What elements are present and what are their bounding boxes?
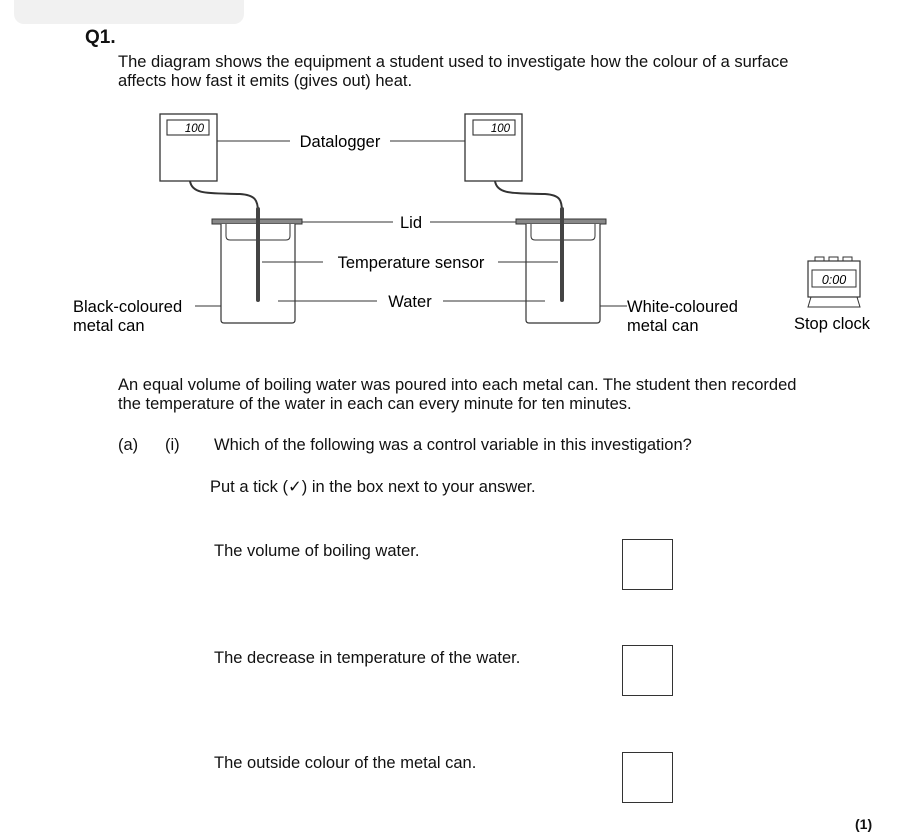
stop-clock-button-2: [829, 257, 838, 261]
right-datalogger: [465, 114, 522, 181]
method-text: An equal volume of boiling water was poured into each metal can. The student then recorded the temperature of the water in each can every minute for ten minutes.: [118, 376, 797, 413]
black-metal-can: [212, 209, 302, 323]
left-datalogger: [160, 114, 217, 181]
stop-clock-stand: [808, 297, 860, 307]
left-display-value: 100: [184, 123, 204, 135]
white-can-label-line2: metal can: [627, 317, 699, 335]
question-text: Which of the following was a control variable in this investigation?: [214, 436, 692, 454]
black-can-label-line2: metal can: [73, 317, 145, 335]
equipment-diagram: [0, 0, 898, 370]
right-cable: [495, 181, 562, 212]
left-cable: [190, 181, 258, 212]
stop-clock: [808, 257, 860, 307]
part-label: (a): [118, 436, 139, 454]
intro-text: The diagram shows the equipment a student used to investigate how the colour of a surface affects how fast it emits (gives out) heat.: [118, 53, 789, 90]
subpart-label: (i): [165, 436, 180, 454]
white-can-label-line1: White-coloured: [627, 298, 738, 316]
black-can-label-line1: Black-coloured: [73, 298, 183, 316]
stop-clock-button-3: [843, 257, 852, 261]
option-text: The outside colour of the metal can.: [214, 754, 477, 772]
stop-clock-button-1: [815, 257, 824, 261]
option-1-tick-box[interactable]: [622, 539, 673, 590]
option-text: The volume of boiling water.: [214, 542, 420, 560]
water-label: Water: [388, 293, 432, 311]
lid-label: Lid: [399, 214, 423, 232]
option-text: The decrease in temperature of the water.: [214, 649, 521, 667]
temperature-sensor-label: Temperature sensor: [337, 254, 485, 272]
option-3-tick-box[interactable]: [622, 752, 673, 803]
question-number: Q1.: [85, 27, 116, 48]
marks-label: (1): [855, 816, 873, 832]
option-2-tick-box[interactable]: [622, 645, 673, 696]
right-display-value: 100: [490, 123, 510, 135]
stop-clock-label: Stop clock: [793, 315, 871, 333]
stop-clock-reading: 0:00: [821, 273, 847, 287]
white-metal-can: [516, 209, 606, 323]
instruction-text: Put a tick (✓) in the box next to your answer.: [210, 478, 536, 496]
datalogger-label: Datalogger: [299, 133, 381, 151]
